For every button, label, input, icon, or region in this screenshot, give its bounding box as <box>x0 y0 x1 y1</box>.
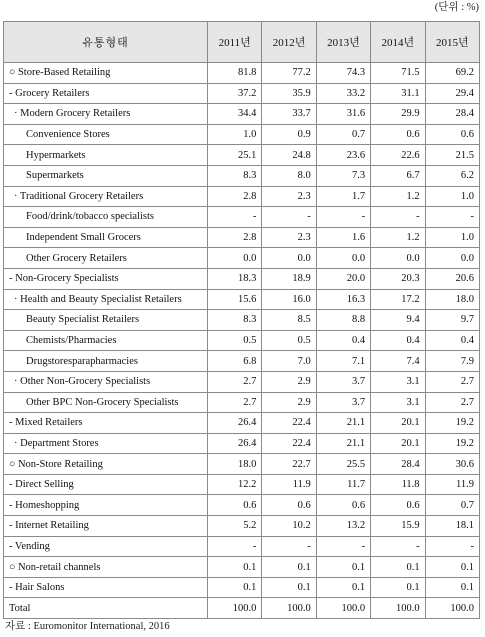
table-row <box>4 104 480 125</box>
table-row <box>4 557 480 578</box>
cell-value: 18.9 <box>262 268 316 289</box>
cell-value: 1.0 <box>425 227 479 248</box>
cell-value: 0.1 <box>316 557 370 578</box>
table-row <box>4 371 480 392</box>
row-label: - Direct Selling <box>4 474 208 495</box>
cell-value: 26.4 <box>208 413 262 434</box>
cell-value: 11.8 <box>371 474 425 495</box>
cell-value: - <box>425 207 479 228</box>
table-row <box>4 165 480 186</box>
table-row <box>4 63 480 84</box>
cell-value: 16.3 <box>316 289 370 310</box>
cell-value: 81.8 <box>208 63 262 84</box>
table-row <box>4 536 480 557</box>
cell-value: - <box>208 207 262 228</box>
cell-value: 16.0 <box>262 289 316 310</box>
row-label: ○ Non-Store Retailing <box>4 454 208 475</box>
row-label: - Grocery Retailers <box>4 83 208 104</box>
cell-value: - <box>262 207 316 228</box>
table-row <box>4 289 480 310</box>
cell-value: 28.4 <box>371 454 425 475</box>
row-label: - Homeshopping <box>4 495 208 516</box>
cell-value: 0.6 <box>316 495 370 516</box>
cell-value: 0.0 <box>425 248 479 269</box>
header-year-2015: 2015년 <box>425 22 479 63</box>
table-row <box>4 474 480 495</box>
cell-value: 33.2 <box>316 83 370 104</box>
table-row <box>4 495 480 516</box>
row-label: Food/drink/tobacco specialists <box>4 207 208 228</box>
cell-value: 3.1 <box>371 392 425 413</box>
source-note: 자료 : Euromonitor International, 2016 <box>5 621 170 632</box>
cell-value: 1.2 <box>371 186 425 207</box>
cell-value: 2.3 <box>262 227 316 248</box>
row-label: · Other Non-Grocery Specialists <box>4 371 208 392</box>
cell-value: 9.4 <box>371 310 425 331</box>
cell-value: 15.6 <box>208 289 262 310</box>
cell-value: 29.4 <box>425 83 479 104</box>
cell-value: - <box>371 536 425 557</box>
table-body <box>4 63 480 619</box>
cell-value: 77.2 <box>262 63 316 84</box>
cell-value: 13.2 <box>316 516 370 537</box>
cell-value: 0.6 <box>208 495 262 516</box>
cell-value: 31.6 <box>316 104 370 125</box>
cell-value: - <box>316 207 370 228</box>
cell-value: 0.1 <box>425 557 479 578</box>
table-row <box>4 413 480 434</box>
cell-value: 17.2 <box>371 289 425 310</box>
header-year-2011: 2011년 <box>208 22 262 63</box>
cell-value: 0.4 <box>425 330 479 351</box>
cell-value: 1.6 <box>316 227 370 248</box>
cell-value: 0.1 <box>371 577 425 598</box>
cell-value: 31.1 <box>371 83 425 104</box>
cell-value: 18.3 <box>208 268 262 289</box>
table-row <box>4 268 480 289</box>
cell-value: 2.7 <box>425 392 479 413</box>
cell-value: 6.7 <box>371 165 425 186</box>
table-row <box>4 145 480 166</box>
cell-value: 0.7 <box>425 495 479 516</box>
cell-value: 0.9 <box>262 124 316 145</box>
cell-value: 8.8 <box>316 310 370 331</box>
cell-value: 0.6 <box>371 124 425 145</box>
table-row <box>4 207 480 228</box>
cell-value: 0.6 <box>262 495 316 516</box>
cell-value: 25.1 <box>208 145 262 166</box>
cell-value: 0.1 <box>316 577 370 598</box>
cell-value: - <box>425 536 479 557</box>
header-year-2012: 2012년 <box>262 22 316 63</box>
cell-value: 0.1 <box>371 557 425 578</box>
cell-value: 8.0 <box>262 165 316 186</box>
row-label: - Internet Retailing <box>4 516 208 537</box>
cell-value: 22.4 <box>262 413 316 434</box>
cell-value: 0.0 <box>262 248 316 269</box>
cell-value: 71.5 <box>371 63 425 84</box>
cell-value: 2.8 <box>208 227 262 248</box>
cell-value: 7.4 <box>371 351 425 372</box>
cell-value: 19.2 <box>425 433 479 454</box>
table-row <box>4 83 480 104</box>
cell-value: 2.7 <box>208 371 262 392</box>
cell-value: 24.8 <box>262 145 316 166</box>
cell-value: 34.4 <box>208 104 262 125</box>
row-label: Independent Small Grocers <box>4 227 208 248</box>
header-distribution-type: 유통형태 <box>4 22 208 63</box>
cell-value: 10.2 <box>262 516 316 537</box>
table-row <box>4 598 480 619</box>
cell-value: - <box>371 207 425 228</box>
cell-value: 22.4 <box>262 433 316 454</box>
cell-value: - <box>316 536 370 557</box>
cell-value: 2.3 <box>262 186 316 207</box>
cell-value: 5.2 <box>208 516 262 537</box>
cell-value: 0.0 <box>371 248 425 269</box>
cell-value: 19.2 <box>425 413 479 434</box>
cell-value: 11.7 <box>316 474 370 495</box>
row-label: Beauty Specialist Retailers <box>4 310 208 331</box>
row-label: · Traditional Grocery Retailers <box>4 186 208 207</box>
row-label: · Health and Beauty Specialist Retailers <box>4 289 208 310</box>
row-label: Total <box>4 598 208 619</box>
unit-note: (단위 : %) <box>434 2 479 13</box>
cell-value: - <box>208 536 262 557</box>
cell-value: 8.3 <box>208 165 262 186</box>
cell-value: 1.0 <box>425 186 479 207</box>
table-row <box>4 227 480 248</box>
cell-value: 18.0 <box>425 289 479 310</box>
cell-value: 22.7 <box>262 454 316 475</box>
cell-value: 100.0 <box>262 598 316 619</box>
cell-value: 22.6 <box>371 145 425 166</box>
row-label: - Vending <box>4 536 208 557</box>
cell-value: 35.9 <box>262 83 316 104</box>
cell-value: 21.5 <box>425 145 479 166</box>
cell-value: 25.5 <box>316 454 370 475</box>
row-label: Supermarkets <box>4 165 208 186</box>
cell-value: 15.9 <box>371 516 425 537</box>
cell-value: 21.1 <box>316 413 370 434</box>
row-label: ○ Store-Based Retailing <box>4 63 208 84</box>
row-label: Drugstoresparapharmacies <box>4 351 208 372</box>
cell-value: 3.7 <box>316 371 370 392</box>
row-label: Other Grocery Retailers <box>4 248 208 269</box>
row-label: Other BPC Non-Grocery Specialists <box>4 392 208 413</box>
cell-value: 3.7 <box>316 392 370 413</box>
cell-value: 9.7 <box>425 310 479 331</box>
cell-value: 8.3 <box>208 310 262 331</box>
header-year-2014: 2014년 <box>371 22 425 63</box>
table-row <box>4 124 480 145</box>
cell-value: 100.0 <box>208 598 262 619</box>
row-label: · Modern Grocery Retailers <box>4 104 208 125</box>
cell-value: 3.1 <box>371 371 425 392</box>
cell-value: 0.4 <box>371 330 425 351</box>
cell-value: 6.2 <box>425 165 479 186</box>
cell-value: 0.5 <box>208 330 262 351</box>
cell-value: 29.9 <box>371 104 425 125</box>
cell-value: 2.9 <box>262 371 316 392</box>
cell-value: 20.3 <box>371 268 425 289</box>
table-row <box>4 392 480 413</box>
cell-value: 7.0 <box>262 351 316 372</box>
cell-value: 7.1 <box>316 351 370 372</box>
row-label: ○ Non-retail channels <box>4 557 208 578</box>
table-row <box>4 516 480 537</box>
cell-value: 0.6 <box>371 495 425 516</box>
cell-value: 1.7 <box>316 186 370 207</box>
cell-value: 20.1 <box>371 433 425 454</box>
cell-value: 0.0 <box>208 248 262 269</box>
cell-value: 7.9 <box>425 351 479 372</box>
table-row <box>4 351 480 372</box>
row-label: - Non-Grocery Specialists <box>4 268 208 289</box>
cell-value: 0.4 <box>316 330 370 351</box>
cell-value: 1.0 <box>208 124 262 145</box>
table-row <box>4 433 480 454</box>
row-label: Convenience Stores <box>4 124 208 145</box>
row-label: Chemists/Pharmacies <box>4 330 208 351</box>
cell-value: 2.9 <box>262 392 316 413</box>
retail-share-table <box>3 21 480 619</box>
cell-value: 0.5 <box>262 330 316 351</box>
cell-value: 0.1 <box>208 557 262 578</box>
cell-value: 0.7 <box>316 124 370 145</box>
table-row <box>4 310 480 331</box>
cell-value: 12.2 <box>208 474 262 495</box>
row-label: - Mixed Retailers <box>4 413 208 434</box>
cell-value: 21.1 <box>316 433 370 454</box>
cell-value: 1.2 <box>371 227 425 248</box>
row-label: · Department Stores <box>4 433 208 454</box>
header-year-2013: 2013년 <box>316 22 370 63</box>
cell-value: 8.5 <box>262 310 316 331</box>
table-row <box>4 454 480 475</box>
cell-value: 26.4 <box>208 433 262 454</box>
cell-value: 2.8 <box>208 186 262 207</box>
cell-value: 100.0 <box>316 598 370 619</box>
cell-value: 0.1 <box>425 577 479 598</box>
cell-value: 18.0 <box>208 454 262 475</box>
cell-value: 2.7 <box>208 392 262 413</box>
cell-value: 74.3 <box>316 63 370 84</box>
cell-value: 6.8 <box>208 351 262 372</box>
cell-value: 33.7 <box>262 104 316 125</box>
cell-value: 30.6 <box>425 454 479 475</box>
cell-value: 7.3 <box>316 165 370 186</box>
cell-value: 37.2 <box>208 83 262 104</box>
table-row <box>4 186 480 207</box>
cell-value: 69.2 <box>425 63 479 84</box>
row-label: Hypermarkets <box>4 145 208 166</box>
cell-value: 20.0 <box>316 268 370 289</box>
cell-value: 0.1 <box>262 557 316 578</box>
cell-value: 20.6 <box>425 268 479 289</box>
cell-value: 0.0 <box>316 248 370 269</box>
cell-value: 23.6 <box>316 145 370 166</box>
table-row <box>4 330 480 351</box>
cell-value: 100.0 <box>371 598 425 619</box>
row-label: - Hair Salons <box>4 577 208 598</box>
cell-value: 0.1 <box>208 577 262 598</box>
cell-value: 11.9 <box>425 474 479 495</box>
cell-value: 100.0 <box>425 598 479 619</box>
cell-value: 11.9 <box>262 474 316 495</box>
table-header-row <box>4 22 480 63</box>
cell-value: 0.6 <box>425 124 479 145</box>
cell-value: - <box>262 536 316 557</box>
table-row <box>4 577 480 598</box>
cell-value: 18.1 <box>425 516 479 537</box>
cell-value: 2.7 <box>425 371 479 392</box>
cell-value: 28.4 <box>425 104 479 125</box>
table-row <box>4 248 480 269</box>
cell-value: 20.1 <box>371 413 425 434</box>
cell-value: 0.1 <box>262 577 316 598</box>
